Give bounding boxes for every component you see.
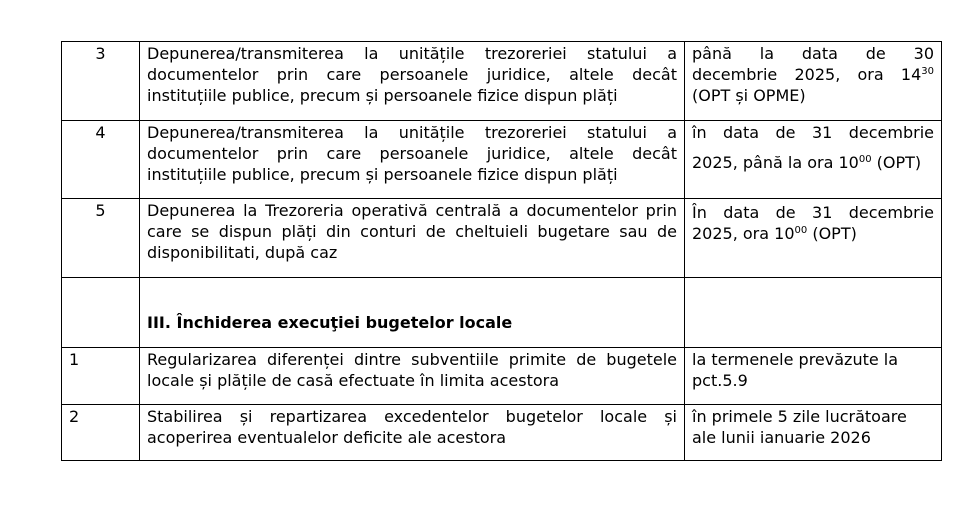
row-description: Stabilirea și repartizarea excedentelor bugetelor locale și acoperirea eventualelor deficite ale acestora <box>140 405 685 461</box>
row-description: Depunerea la Trezoreria operativă centrală a documentelor prin care se dispun plăți din conturi de cheltuieli bugetare sau de disponibilitati, după caz <box>140 199 685 278</box>
time-superscript: 00 <box>858 154 872 165</box>
row-number: 2 <box>62 405 140 461</box>
time-superscript: 30 <box>921 66 934 77</box>
table-row <box>62 278 942 348</box>
row-deadline: la termenele prevăzute la pct.5.9 <box>685 348 942 405</box>
schedule-table <box>61 41 942 461</box>
table-row <box>62 121 942 199</box>
row-deadline <box>685 42 942 121</box>
row-description: Regularizarea diferenței dintre subventiile primite de bugetele locale și plățile de casă efectuate în limita acestora <box>140 348 685 405</box>
section-title: III. Închiderea execuţiei bugetelor locale <box>147 313 513 332</box>
deadline-line: decembrie 2025, ora $14^{30}$ <box>692 65 934 84</box>
row-deadline <box>685 121 942 199</box>
deadline-line: 2025, până la ora $10^{00}$ (OPT) <box>692 153 922 172</box>
deadline-line: în data de 31 decembrie <box>692 123 934 142</box>
row-number: 3 <box>62 42 140 121</box>
deadline-line: În data de 31 decembrie <box>692 203 934 222</box>
deadline-line: până la data de 30 <box>692 44 934 63</box>
row-description: Depunerea/transmiterea la unitățile trezoreriei statului a documentelor prin care persoanele juridice, altele decât instituțiile publice, precum și persoanele fizice dispun plăți <box>140 42 685 121</box>
row-number: 5 <box>62 199 140 278</box>
deadline-line: (OPT și OPME) <box>692 86 806 105</box>
empty-cell <box>62 278 140 348</box>
table-row <box>62 405 942 461</box>
row-number: 4 <box>62 121 140 199</box>
row-deadline: în primele 5 zile lucrătoare ale lunii ianuarie 2026 <box>685 405 942 461</box>
table-row <box>62 348 942 405</box>
table-row <box>62 42 942 121</box>
row-number: 1 <box>62 348 140 405</box>
empty-cell <box>685 278 942 348</box>
section-cell <box>140 278 685 348</box>
row-deadline <box>685 199 942 278</box>
row-description: Depunerea/transmiterea la unitățile trezoreriei statului a documentelor prin care persoanele juridice, altele decât instituțiile publice, precum și persoanele fizice dispun plăți <box>140 121 685 199</box>
deadline-line: 2025, ora $10^{00}$ (OPT) <box>692 224 857 243</box>
table-row <box>62 199 942 278</box>
time-superscript: 00 <box>794 225 808 236</box>
